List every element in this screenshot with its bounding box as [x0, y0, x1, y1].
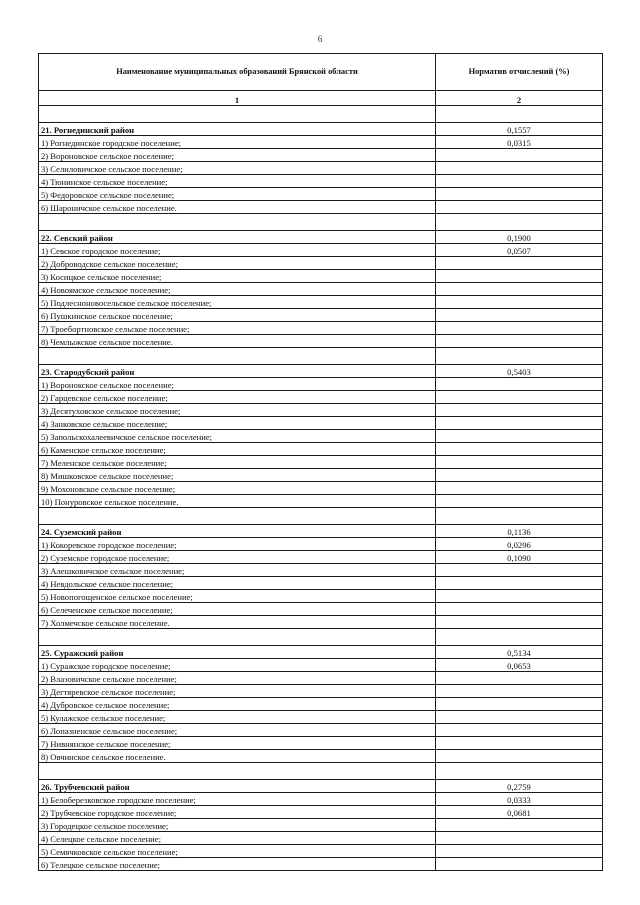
district-value: 0,1557: [436, 123, 603, 136]
settlement-value: [436, 750, 603, 763]
district-name: 21. Рогнединский район: [39, 123, 436, 136]
column-number-row: [39, 91, 603, 106]
settlement-row: [39, 737, 603, 750]
settlement-value: [436, 404, 603, 417]
settlement-value: [436, 685, 603, 698]
settlement-value: [436, 283, 603, 296]
settlement-value: [436, 845, 603, 858]
settlement-row: [39, 430, 603, 443]
settlement-name: 1) Кокоревское городское поселение;: [39, 538, 436, 551]
settlement-row: [39, 456, 603, 469]
settlement-name: 5) Новопогощенское сельское поселение;: [39, 590, 436, 603]
district-row: [39, 365, 603, 378]
district-row: [39, 646, 603, 659]
settlement-value: [436, 832, 603, 845]
spacer-row: [39, 508, 603, 525]
settlement-row: [39, 188, 603, 201]
settlement-row: [39, 175, 603, 188]
spacer-cell: [39, 106, 436, 123]
header-normative: Норматив отчислений (%): [436, 54, 603, 91]
header-municipality: Наименование муниципальных образований Брянской области: [39, 54, 436, 91]
district-value: 0,5134: [436, 646, 603, 659]
settlement-row: [39, 469, 603, 482]
settlement-value: [436, 819, 603, 832]
spacer-cell: [436, 763, 603, 780]
settlement-row: [39, 378, 603, 391]
settlement-name: 3) Десятуховское сельское поселение;: [39, 404, 436, 417]
district-name: 24. Суземский район: [39, 525, 436, 538]
settlement-name: 7) Троебортновское сельское поселение;: [39, 322, 436, 335]
settlement-name: 1) Белоберезковское городское поселение;: [39, 793, 436, 806]
settlement-row: [39, 845, 603, 858]
settlement-value: [436, 309, 603, 322]
settlement-value: 0,0333: [436, 793, 603, 806]
district-name: 23. Стародубский район: [39, 365, 436, 378]
settlement-row: [39, 616, 603, 629]
settlement-row: [39, 417, 603, 430]
settlement-name: 5) Федоровское сельское поселение;: [39, 188, 436, 201]
settlement-name: 2) Суземское городское поселение;: [39, 551, 436, 564]
settlement-row: [39, 270, 603, 283]
district-value: 0,2759: [436, 780, 603, 793]
settlement-value: [436, 724, 603, 737]
settlement-name: 1) Рогнединское городское поселение;: [39, 136, 436, 149]
settlement-value: [436, 149, 603, 162]
settlement-row: [39, 538, 603, 551]
settlement-row: [39, 495, 603, 508]
spacer-cell: [39, 508, 436, 525]
settlement-row: [39, 806, 603, 819]
settlement-value: [436, 257, 603, 270]
settlement-row: [39, 672, 603, 685]
settlement-name: 5) Семячковское сельское поселение;: [39, 845, 436, 858]
settlement-row: [39, 443, 603, 456]
settlement-value: 0,0681: [436, 806, 603, 819]
settlement-name: 4) Тюнинское сельское поселение;: [39, 175, 436, 188]
settlement-name: 8) Овчинское сельское поселение.: [39, 750, 436, 763]
settlement-value: 0,0296: [436, 538, 603, 551]
settlement-value: [436, 175, 603, 188]
settlement-name: 6) Лопазненское сельское поселение;: [39, 724, 436, 737]
settlement-value: [436, 456, 603, 469]
settlement-name: 4) Селецкое сельское поселение;: [39, 832, 436, 845]
district-value: 0,1136: [436, 525, 603, 538]
settlement-name: 3) Косицкое сельское поселение;: [39, 270, 436, 283]
settlement-value: [436, 737, 603, 750]
settlement-value: [436, 711, 603, 724]
settlement-name: 8) Чемлыжское сельское поселение.: [39, 335, 436, 348]
settlement-name: 2) Доброводское сельское поселение;: [39, 257, 436, 270]
settlement-name: 2) Трубчевское городское поселение;: [39, 806, 436, 819]
spacer-cell: [436, 214, 603, 231]
settlement-name: 6) Телецкое сельское поселение;: [39, 858, 436, 871]
settlement-name: 2) Влазовичское сельское поселение;: [39, 672, 436, 685]
settlement-row: [39, 832, 603, 845]
settlement-value: 0,1090: [436, 551, 603, 564]
settlement-row: [39, 819, 603, 832]
settlement-name: 6) Каменское сельское поселение;: [39, 443, 436, 456]
settlement-name: 6) Шароничское сельское поселение.: [39, 201, 436, 214]
settlement-name: 10) Понуровское сельское поселение.: [39, 495, 436, 508]
settlement-row: [39, 391, 603, 404]
spacer-row: [39, 106, 603, 123]
settlement-row: [39, 577, 603, 590]
settlement-row: [39, 149, 603, 162]
settlement-name: 1) Севское городское поселение;: [39, 244, 436, 257]
settlement-name: 2) Гарцевское сельское поселение;: [39, 391, 436, 404]
settlement-name: 5) Подлесноновосельское сельское поселение;: [39, 296, 436, 309]
spacer-cell: [39, 214, 436, 231]
column-number-2: 2: [436, 91, 603, 106]
settlement-row: [39, 724, 603, 737]
district-row: [39, 123, 603, 136]
settlement-row: [39, 257, 603, 270]
settlement-value: [436, 335, 603, 348]
settlement-value: [436, 564, 603, 577]
settlement-value: [436, 430, 603, 443]
spacer-cell: [436, 348, 603, 365]
normatives-table: [38, 53, 603, 871]
settlement-value: [436, 417, 603, 430]
settlement-row: [39, 309, 603, 322]
settlement-name: 6) Пушкинское сельское поселение;: [39, 309, 436, 322]
spacer-row: [39, 629, 603, 646]
spacer-cell: [39, 629, 436, 646]
spacer-cell: [39, 763, 436, 780]
settlement-name: 4) Дубровское сельское поселение;: [39, 698, 436, 711]
settlement-row: [39, 858, 603, 871]
settlement-name: 1) Суражское городское поселение;: [39, 659, 436, 672]
settlement-value: [436, 296, 603, 309]
settlement-name: 7) Меленское сельское поселение;: [39, 456, 436, 469]
settlement-value: [436, 201, 603, 214]
settlement-name: 4) Новоямское сельское поселение;: [39, 283, 436, 296]
settlement-value: 0,0653: [436, 659, 603, 672]
settlement-value: [436, 391, 603, 404]
settlement-value: [436, 590, 603, 603]
settlement-name: 6) Селеченское сельское поселение;: [39, 603, 436, 616]
settlement-name: 7) Нивнянское сельское поселение;: [39, 737, 436, 750]
settlement-name: 4) Невдольское сельское поселение;: [39, 577, 436, 590]
spacer-row: [39, 763, 603, 780]
settlement-row: [39, 283, 603, 296]
settlement-row: [39, 659, 603, 672]
spacer-cell: [436, 106, 603, 123]
settlement-row: [39, 335, 603, 348]
settlement-row: [39, 698, 603, 711]
district-row: [39, 525, 603, 538]
settlement-name: 3) Дегтяревское сельское поселение;: [39, 685, 436, 698]
settlement-row: [39, 322, 603, 335]
settlement-name: 5) Кулажское сельское поселение;: [39, 711, 436, 724]
settlement-value: [436, 616, 603, 629]
settlement-value: [436, 577, 603, 590]
settlement-value: [436, 469, 603, 482]
district-value: 0,5403: [436, 365, 603, 378]
settlement-value: [436, 858, 603, 871]
page-number: 6: [317, 34, 323, 44]
settlement-row: [39, 603, 603, 616]
settlement-value: [436, 443, 603, 456]
spacer-cell: [436, 508, 603, 525]
table-header-row: [39, 54, 603, 91]
spacer-row: [39, 348, 603, 365]
settlement-name: 3) Городецкое сельское поселение;: [39, 819, 436, 832]
settlement-row: [39, 685, 603, 698]
settlement-row: [39, 482, 603, 495]
district-name: 25. Суражский район: [39, 646, 436, 659]
settlement-value: [436, 378, 603, 391]
settlement-row: [39, 162, 603, 175]
settlement-name: 4) Занковское сельское поселение;: [39, 417, 436, 430]
settlement-value: [436, 672, 603, 685]
district-row: [39, 231, 603, 244]
settlement-value: [436, 322, 603, 335]
settlement-row: [39, 244, 603, 257]
column-number-1: 1: [39, 91, 436, 106]
settlement-row: [39, 711, 603, 724]
settlement-name: 5) Запольскохалеевичское сельское поселение;: [39, 430, 436, 443]
settlement-value: 0,0315: [436, 136, 603, 149]
settlement-value: [436, 603, 603, 616]
settlement-name: 8) Мишковское сельское поселение;: [39, 469, 436, 482]
settlement-value: [436, 188, 603, 201]
district-name: 22. Севский район: [39, 231, 436, 244]
district-name: 26. Трубчевский район: [39, 780, 436, 793]
settlement-name: 3) Селиловичское сельское поселение;: [39, 162, 436, 175]
district-row: [39, 780, 603, 793]
district-value: 0,1900: [436, 231, 603, 244]
settlement-value: [436, 698, 603, 711]
settlement-value: 0,0507: [436, 244, 603, 257]
spacer-cell: [436, 629, 603, 646]
settlement-value: [436, 162, 603, 175]
table-body: [39, 54, 603, 871]
settlement-row: [39, 551, 603, 564]
settlement-row: [39, 564, 603, 577]
settlement-name: 9) Мохоновское сельское поселение;: [39, 482, 436, 495]
settlement-name: 1) Воронокское сельское поселение;: [39, 378, 436, 391]
settlement-value: [436, 270, 603, 283]
settlement-name: 2) Вороновское сельское поселение;: [39, 149, 436, 162]
settlement-row: [39, 590, 603, 603]
settlement-row: [39, 793, 603, 806]
settlement-row: [39, 750, 603, 763]
spacer-cell: [39, 348, 436, 365]
settlement-value: [436, 482, 603, 495]
settlement-row: [39, 201, 603, 214]
settlement-row: [39, 136, 603, 149]
settlement-row: [39, 404, 603, 417]
settlement-name: 7) Холмечское сельское поселение.: [39, 616, 436, 629]
settlement-row: [39, 296, 603, 309]
spacer-row: [39, 214, 603, 231]
settlement-value: [436, 495, 603, 508]
settlement-name: 3) Алешковичское сельское поселение;: [39, 564, 436, 577]
